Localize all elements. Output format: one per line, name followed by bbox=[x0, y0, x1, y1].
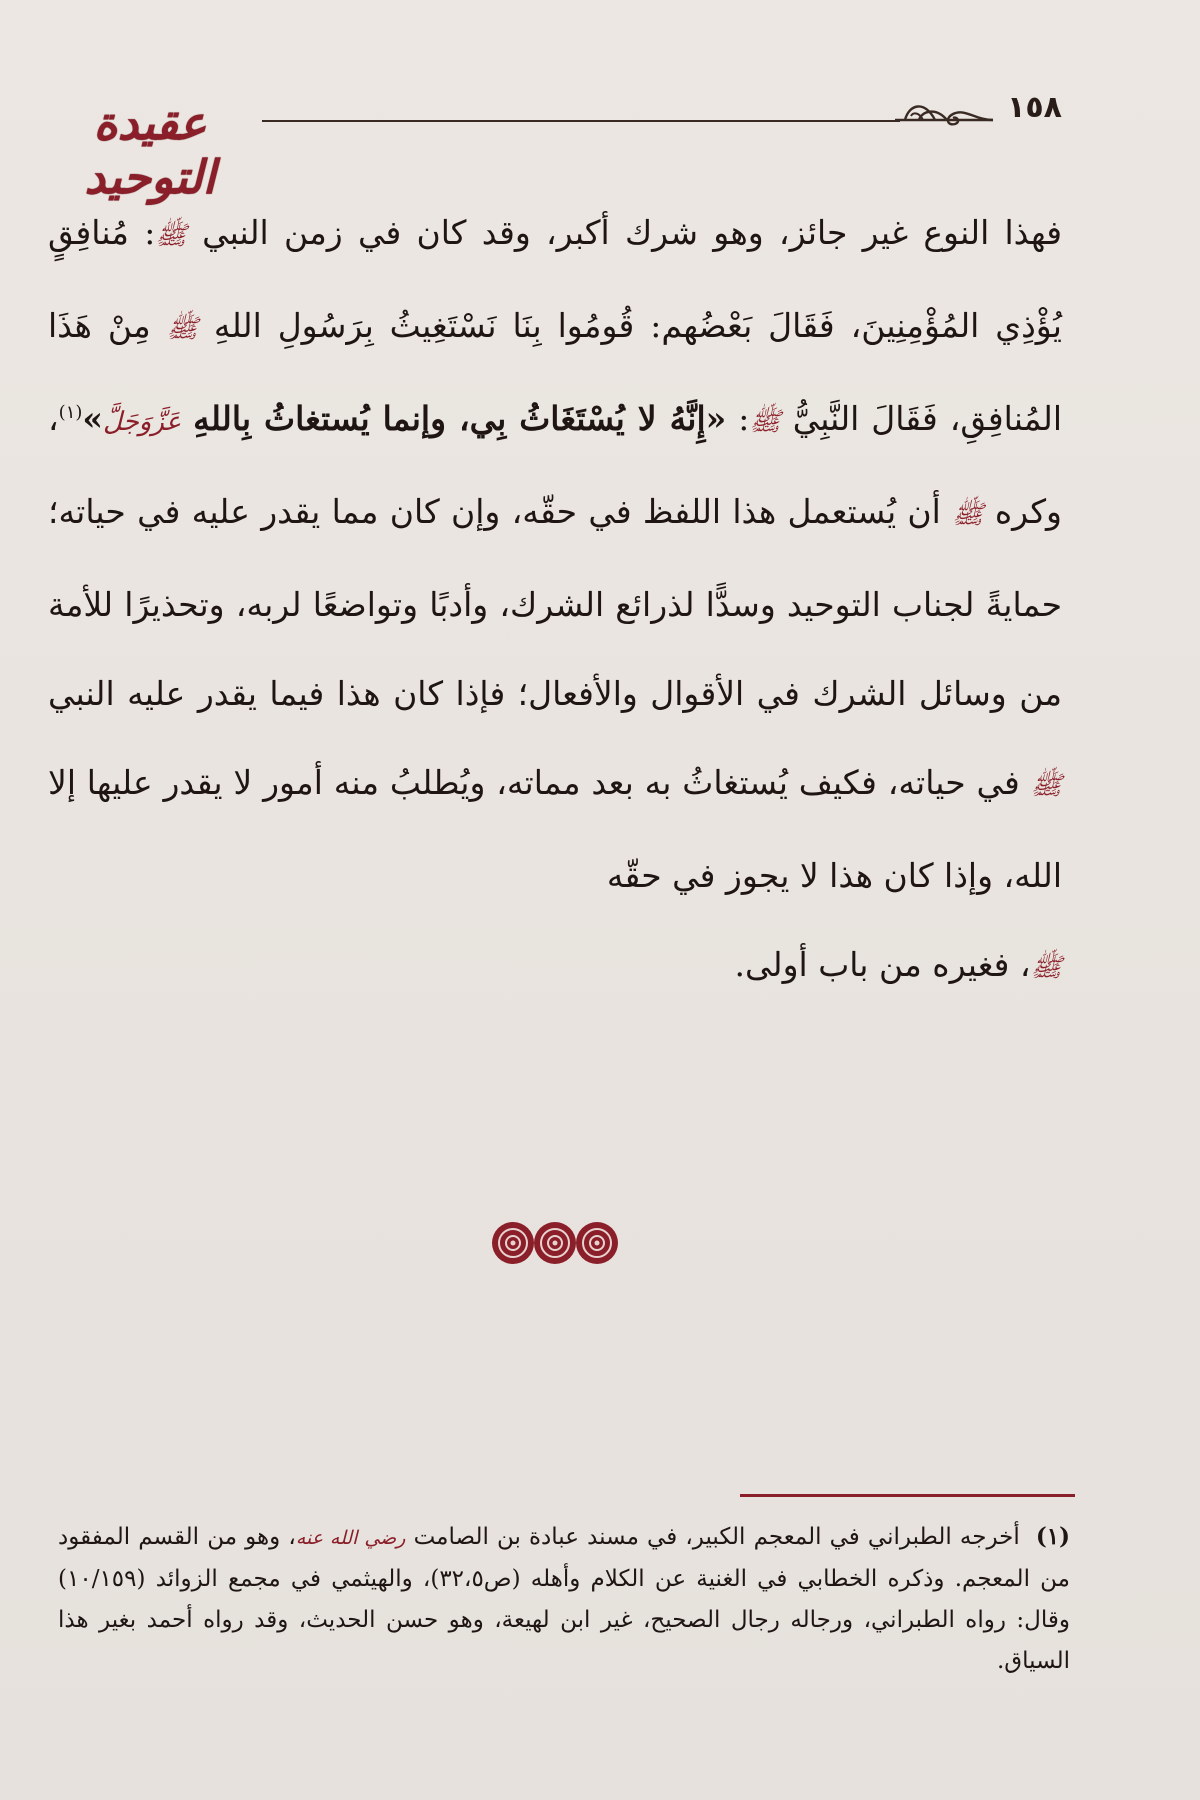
body-text: ، وكره bbox=[48, 399, 1062, 531]
salawat-mark: ﷺ bbox=[155, 221, 187, 251]
footnote-rule bbox=[740, 1494, 1075, 1497]
footnotes bbox=[58, 1516, 1070, 1682]
body-text-line-2: مُنافِقٍ يُؤْذِي المُؤْمِنِينَ، فَقَالَ بَعْضُهم: قُومُوا بِنَا نَسْتَغِيثُ بِرَسُولِ اللهِ bbox=[48, 213, 1062, 345]
footnote-marker: (١) bbox=[1035, 1523, 1071, 1550]
salawat-mark: ﷺ bbox=[166, 314, 198, 344]
salawat-mark: ﷺ bbox=[1030, 771, 1062, 801]
hadith-quote: «إِنَّهُ لا يُسْتَغَاثُ بِي، وإنما يُستغاثُ بِاللهِ bbox=[193, 399, 727, 438]
body-text-last: ، فغيره من باب أولى. bbox=[734, 945, 1031, 984]
page-number: ١٥٨ bbox=[1007, 90, 1062, 125]
three-rosettes-icon bbox=[490, 1218, 620, 1268]
salawat-mark: ﷺ bbox=[1030, 953, 1062, 983]
salawat-mark: ﷺ bbox=[749, 407, 781, 437]
footnote-reference[interactable]: (١) bbox=[58, 402, 83, 423]
paragraph bbox=[48, 188, 1062, 1013]
glorification-mark: عَزَّوَجَلَّ bbox=[103, 407, 182, 437]
body-text: في حياته، فكيف يُستغاثُ به بعد مماته، ويُطلبُ منه أمور لا يقدر عليها إلا الله، وإذا كان هذا لا يجوز في حقّه bbox=[48, 763, 1062, 895]
honorific-mark: رضي الله عنه bbox=[295, 1527, 406, 1549]
main-text bbox=[48, 188, 1062, 1013]
header-rule bbox=[262, 120, 900, 122]
footnote-item bbox=[58, 1516, 1070, 1682]
body-text-line-1: فهذا النوع غير جائز، وهو شرك أكبر، وقد كان في زمن النبي bbox=[202, 213, 1062, 252]
footnote-text: أخرجه الطبراني في المعجم الكبير، في مسند عبادة بن الصامت bbox=[413, 1524, 1020, 1550]
body-text: أن يُستعمل هذا اللفظ في حقّه، وإن كان مما يقدر عليه في حياته؛ حمايةً لجناب التوحيد وسدًّا لذرائع الشرك، وأدبًا وتواضعًا لربه، وتحذيرًا للأمة من وسائل الشرك في الأقوال والأفعال؛ فإذا كان هذا فيما يقدر عليه النبي bbox=[48, 492, 1062, 713]
quote-close: » bbox=[82, 399, 104, 438]
colon: : bbox=[144, 213, 156, 252]
salawat-mark: ﷺ bbox=[952, 500, 984, 530]
book-title: عقيدة التوحيد bbox=[84, 96, 216, 204]
footnote-text: ، وهو من القسم المفقود من المعجم. وذكره الخطابي في الغنية عن الكلام وأهله (ص٣٢،٥)، والهيثمي في مجمع الزوائد (١٠/١٥٩) وقال: رواه الطبراني، ورجاله رجال الصحيح، غير ابن لهيعة، وهو حسن الحديث، وقد رواه أحمد بغير هذا السياق. bbox=[58, 1524, 1070, 1674]
body-text-line-3: مِنْ هَذَا المُنافِقِ، فَقَالَ النَّبِيُّ bbox=[48, 306, 1062, 438]
floral-scroll-icon bbox=[895, 86, 995, 132]
colon: : bbox=[738, 399, 750, 438]
